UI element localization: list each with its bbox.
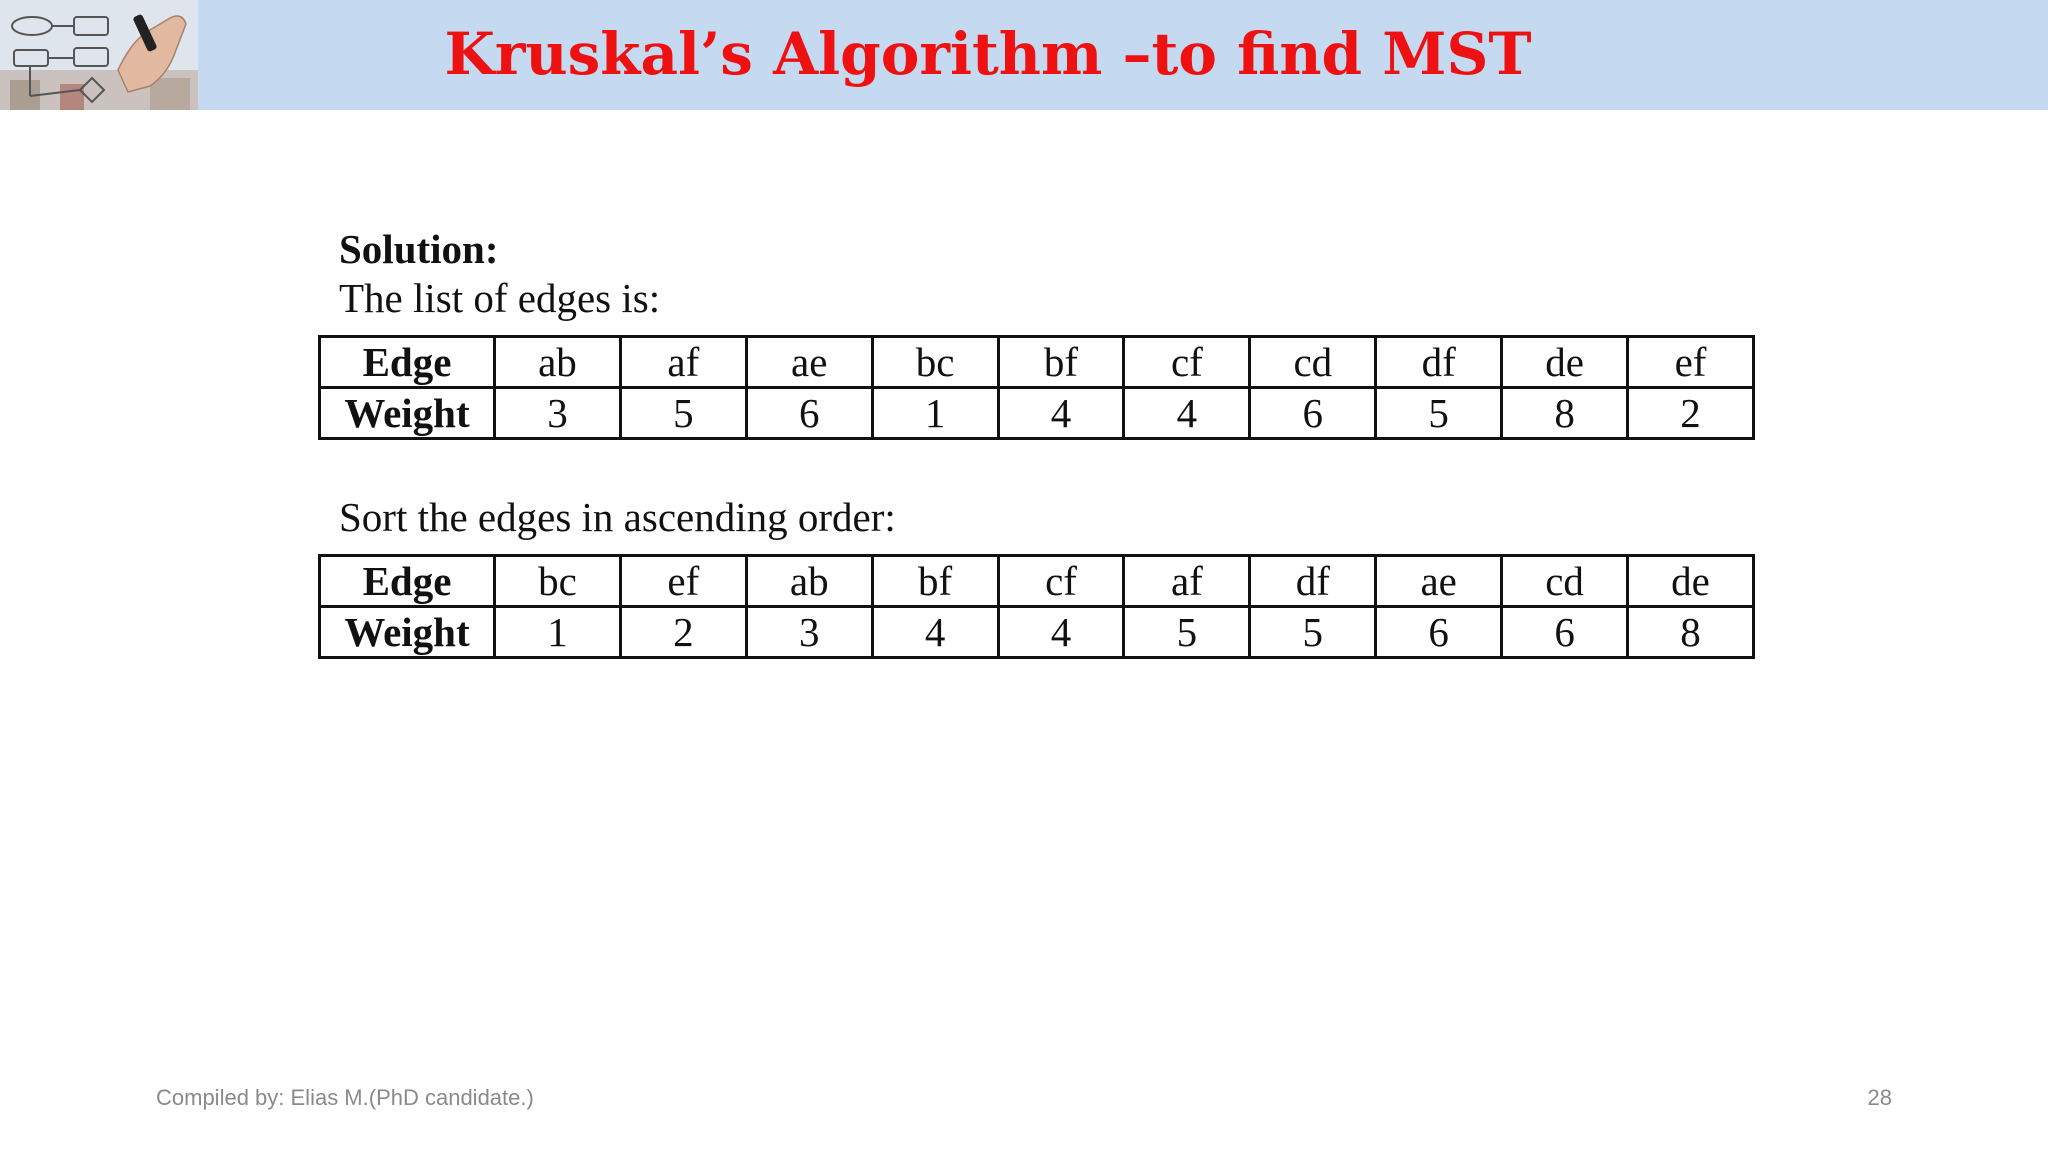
sort-instruction-text: Sort the edges in ascending order: — [339, 494, 896, 540]
edge-cell: bf — [998, 337, 1124, 388]
edge-cell: de — [1502, 337, 1628, 388]
weight-cell: 5 — [1124, 607, 1250, 658]
weight-cell: 4 — [1124, 388, 1250, 439]
edge-cell: cd — [1250, 337, 1376, 388]
weight-cell: 8 — [1502, 388, 1628, 439]
weight-cell: 6 — [1502, 607, 1628, 658]
edge-cell: bf — [872, 556, 998, 607]
page-number: 28 — [1867, 1085, 1892, 1110]
weight-cell: 5 — [1376, 388, 1502, 439]
edge-cell: af — [620, 337, 746, 388]
table-row — [320, 388, 1754, 439]
weight-cell: 1 — [495, 607, 621, 658]
footer-author: Compiled by: Elias M.(PhD candidate.) — [156, 1085, 534, 1110]
edge-cell: cf — [998, 556, 1124, 607]
edge-cell: bc — [495, 556, 621, 607]
weight-cell: 5 — [620, 388, 746, 439]
weight-cell: 4 — [872, 607, 998, 658]
weight-cell: 6 — [1250, 388, 1376, 439]
weight-cell: 3 — [746, 607, 872, 658]
edge-cell: df — [1376, 337, 1502, 388]
edge-cell: ef — [620, 556, 746, 607]
weight-cell: 3 — [495, 388, 621, 439]
edge-cell: bc — [872, 337, 998, 388]
edge-cell: cf — [1124, 337, 1250, 388]
weight-cell: 2 — [620, 607, 746, 658]
edge-list-table — [318, 335, 1755, 440]
edge-cell: ae — [746, 337, 872, 388]
solution-heading: Solution: — [339, 226, 499, 272]
table-row — [320, 337, 1754, 388]
sorted-edge-table — [318, 554, 1755, 659]
weight-cell: 2 — [1628, 388, 1754, 439]
weight-cell: 1 — [872, 388, 998, 439]
slide-content — [318, 225, 1758, 659]
weight-cell: 6 — [1376, 607, 1502, 658]
edge-cell: cd — [1502, 556, 1628, 607]
edges-intro-text: The list of edges is: — [339, 275, 661, 321]
edge-cell: df — [1250, 556, 1376, 607]
weight-header: Weight — [320, 607, 495, 658]
edge-cell: ef — [1628, 337, 1754, 388]
weight-cell: 6 — [746, 388, 872, 439]
weight-cell: 8 — [1628, 607, 1754, 658]
weight-cell: 5 — [1250, 607, 1376, 658]
edge-cell: ab — [746, 556, 872, 607]
weight-cell: 4 — [998, 607, 1124, 658]
weight-header: Weight — [320, 388, 495, 439]
edge-header: Edge — [320, 337, 495, 388]
table-row — [320, 556, 1754, 607]
edge-cell: ae — [1376, 556, 1502, 607]
flowchart-hand-icon — [0, 0, 198, 110]
slide-title: Kruskal’s Algorithm –to find MST — [444, 20, 1532, 88]
weight-cell: 4 — [998, 388, 1124, 439]
edge-cell: ab — [495, 337, 621, 388]
edge-header: Edge — [320, 556, 495, 607]
edge-cell: af — [1124, 556, 1250, 607]
edge-cell: de — [1628, 556, 1754, 607]
table-row — [320, 607, 1754, 658]
